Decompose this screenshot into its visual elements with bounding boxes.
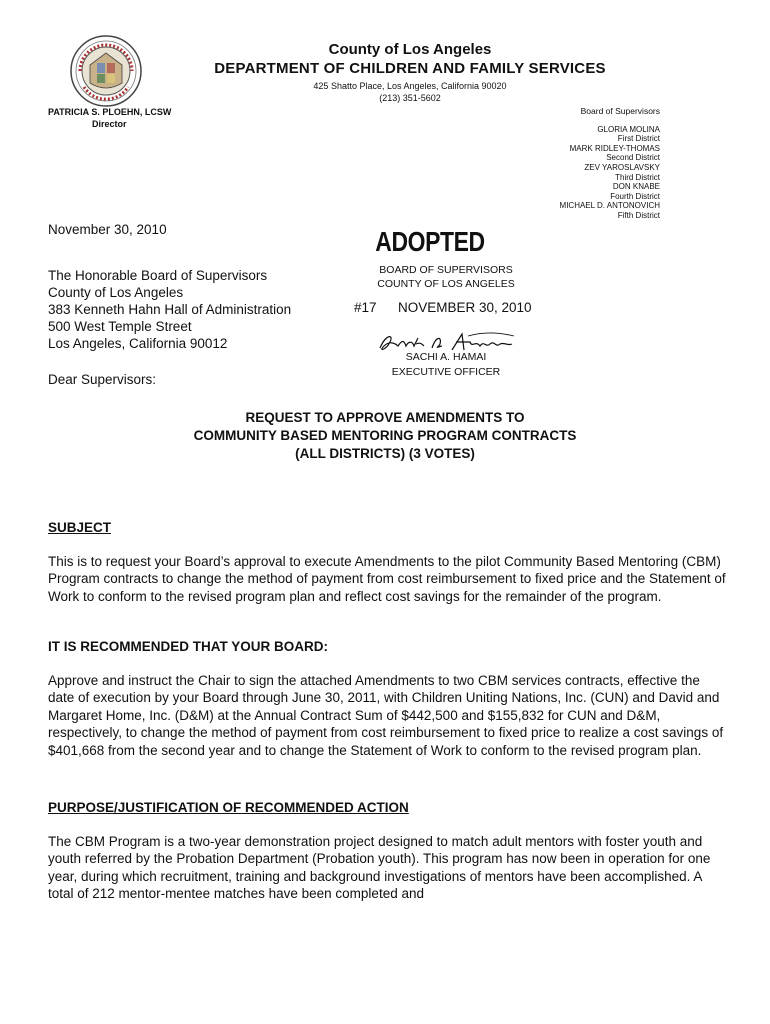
purpose-heading: PURPOSE/JUSTIFICATION OF RECOMMENDED ACTION (48, 800, 409, 815)
recommendation-paragraph: Approve and instruct the Chair to sign the attached Amendments to two CBM services contracts, effective the date of execution by your Board through June 30, 2011, with Children Uniting Nations, Inc. (CUN) and David and Margaret Home, Inc. (D&M) at the Annual Contract Sum of $442,500 and $155,832 for CUN and D&M, respectively, to change the method of payment from cost reimbursement to fixed price to realize a cost savings of $401,668 from the second year and to change the Statement of Work to conform to the revised program plan. (48, 673, 724, 758)
addressee-line: County of Los Angeles (48, 285, 184, 300)
director-title: Director (92, 119, 127, 129)
request-title-line: (ALL DISTRICTS) (3 VOTES) (295, 446, 475, 461)
agency-phone: (213) 351-5602 (379, 93, 441, 103)
board-of-supervisors-list (560, 107, 660, 221)
addressee-line: 500 West Temple Street (48, 319, 192, 334)
subject-heading: SUBJECT (48, 520, 112, 535)
board-member-district: Fourth District (610, 191, 660, 201)
addressee-line: The Honorable Board of Supervisors (48, 268, 268, 283)
board-member-name: MARK RIDLEY-THOMAS (569, 143, 660, 153)
board-member-name: GLORIA MOLINA (597, 124, 660, 134)
stamp-title: ADOPTED (375, 226, 485, 257)
stamp-item-number: #17 (354, 300, 377, 315)
recommendation-heading: IT IS RECOMMENDED THAT YOUR BOARD: (48, 639, 328, 654)
addressee-line: 383 Kenneth Hahn Hall of Administration (48, 302, 292, 317)
addressee-line: Los Angeles, California 90012 (48, 336, 228, 351)
stamp-board-line: BOARD OF SUPERVISORS (379, 264, 513, 276)
board-member-name: MICHAEL D. ANTONOVICH (559, 201, 660, 211)
letter-date: November 30, 2010 (48, 222, 167, 237)
request-title-line: COMMUNITY BASED MENTORING PROGRAM CONTRACTS (193, 428, 577, 443)
signatory-title: EXECUTIVE OFFICER (391, 366, 501, 378)
board-member-district: Fifth District (617, 210, 660, 220)
stamp-date: NOVEMBER 30, 2010 (398, 300, 532, 315)
county-seal-logo (70, 35, 142, 107)
director-name: PATRICIA S. PLOEHN, LCSW (48, 107, 172, 117)
purpose-paragraph: The CBM Program is a two-year demonstration project designed to match adult mentors with foster youth and youth referred by the Probation Department (Probation youth). This program has now been in operation for one year, during which recruitment, training and background investigations of mentors have been accomplished. A total of 212 mentor-mentee matches have been completed and (48, 834, 711, 902)
board-member-name: ZEV YAROSLAVSKY (584, 162, 660, 172)
agency-address: 425 Shatto Place, Los Angeles, California 90020 (313, 81, 507, 91)
board-member-district: Third District (615, 172, 660, 182)
board-member-name: DON KNABE (612, 182, 660, 192)
request-title (0, 409, 770, 463)
board-member-district: First District (617, 134, 660, 144)
salutation: Dear Supervisors: (48, 372, 157, 387)
stamp-signatory (350, 350, 542, 380)
board-member-district: Second District (606, 153, 660, 163)
agency-department-name: DEPARTMENT OF CHILDREN AND FAMILY SERVICES (214, 60, 606, 77)
board-heading: Board of Supervisors (580, 106, 660, 116)
stamp-board (350, 263, 542, 291)
agency-county-name: County of Los Angeles (328, 41, 492, 58)
subject-paragraph: This is to request your Board’s approval to execute Amendments to the pilot Community Based Mentoring (CBM) Program contracts to change the method of payment from cost reimbursement to fixed price and the Statement of Work to conform to the revised program plan and reflect cost savings for the remainder of the program. (48, 554, 726, 604)
stamp-board-line: COUNTY OF LOS ANGELES (377, 278, 515, 290)
signatory-name: SACHI A. HAMAI (405, 351, 487, 363)
addressee-block (48, 267, 291, 352)
request-title-line: REQUEST TO APPROVE AMENDMENTS TO (245, 410, 525, 425)
